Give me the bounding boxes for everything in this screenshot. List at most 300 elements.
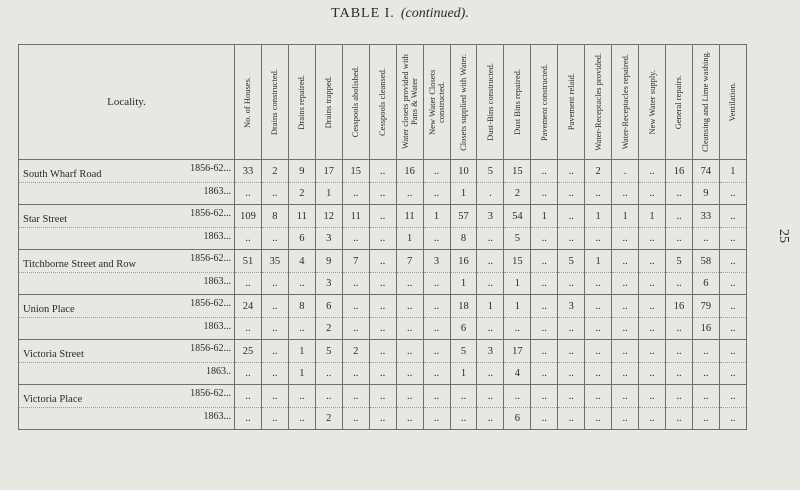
- data-cell: ..: [396, 273, 423, 295]
- table-row: [19, 295, 747, 318]
- data-cell: ..: [719, 205, 746, 228]
- table-row: [19, 183, 747, 205]
- period-label: 1856-62...: [190, 163, 231, 174]
- data-cell: ..: [288, 273, 315, 295]
- data-cell: ..: [396, 295, 423, 318]
- data-cell: ..: [235, 363, 262, 385]
- table-row: [19, 408, 747, 430]
- column-header-label: Closets supplied with Water.: [457, 53, 468, 151]
- period-label: 1856-62...: [190, 343, 231, 354]
- data-cell: 6: [692, 273, 719, 295]
- data-cell: ..: [235, 385, 262, 408]
- column-header: [423, 45, 450, 160]
- data-cell: 79: [692, 295, 719, 318]
- data-cell: ..: [342, 385, 369, 408]
- column-header: [235, 45, 262, 160]
- data-cell: 1: [450, 363, 477, 385]
- data-cell: 11: [288, 205, 315, 228]
- data-cell: ..: [612, 250, 639, 273]
- data-cell: 1: [719, 160, 746, 183]
- data-cell: ..: [612, 228, 639, 250]
- data-cell: ..: [666, 385, 693, 408]
- data-cell: .: [477, 183, 504, 205]
- data-cell: 7: [342, 250, 369, 273]
- data-cell: ..: [315, 385, 342, 408]
- data-cell: 54: [504, 205, 531, 228]
- locality-cell: [19, 318, 235, 340]
- column-header-label: Water closets provided with Pans & Water: [399, 54, 419, 150]
- data-cell: 3: [558, 295, 585, 318]
- data-cell: ..: [585, 228, 612, 250]
- data-cell: 10: [450, 160, 477, 183]
- column-header: [288, 45, 315, 160]
- data-cell: 2: [288, 183, 315, 205]
- data-cell: ..: [639, 160, 666, 183]
- data-cell: ..: [639, 228, 666, 250]
- locality-cell: [19, 340, 235, 363]
- data-cell: ..: [666, 363, 693, 385]
- data-cell: 1: [585, 250, 612, 273]
- data-cell: 74: [692, 160, 719, 183]
- locality-cell: [19, 385, 235, 408]
- data-cell: ..: [531, 273, 558, 295]
- data-cell: ..: [531, 228, 558, 250]
- data-cell: ..: [369, 385, 396, 408]
- data-cell: 1: [288, 340, 315, 363]
- data-cell: ..: [585, 273, 612, 295]
- data-cell: 1: [504, 273, 531, 295]
- header-row: [19, 45, 747, 160]
- data-cell: ..: [369, 363, 396, 385]
- period-label: 1863...: [203, 321, 231, 332]
- table-body: [19, 160, 747, 430]
- data-cell: 8: [450, 228, 477, 250]
- data-cell: ..: [477, 385, 504, 408]
- column-header: [396, 45, 423, 160]
- data-cell: ..: [477, 363, 504, 385]
- data-cell: ..: [477, 273, 504, 295]
- data-cell: ..: [639, 250, 666, 273]
- data-cell: 8: [288, 295, 315, 318]
- locality-cell: [19, 295, 235, 318]
- data-cell: .: [612, 160, 639, 183]
- data-cell: ..: [719, 273, 746, 295]
- data-cell: ..: [369, 273, 396, 295]
- period-label: 1863..: [206, 366, 231, 377]
- data-cell: ..: [369, 160, 396, 183]
- data-cell: ..: [719, 318, 746, 340]
- data-cell: ..: [666, 183, 693, 205]
- locality-cell: [19, 408, 235, 430]
- data-cell: ..: [423, 228, 450, 250]
- column-header: [719, 45, 746, 160]
- locality-header: Locality.: [19, 45, 235, 160]
- column-header-label: Cleansing and Lime washing.: [700, 51, 711, 153]
- data-cell: ..: [261, 318, 288, 340]
- data-cell: ..: [396, 183, 423, 205]
- data-cell: 16: [666, 295, 693, 318]
- table-row: [19, 363, 747, 385]
- data-cell: 2: [585, 160, 612, 183]
- data-cell: ..: [585, 183, 612, 205]
- data-cell: ..: [639, 340, 666, 363]
- data-cell: ..: [288, 408, 315, 430]
- data-cell: ..: [719, 408, 746, 430]
- data-cell: 5: [315, 340, 342, 363]
- data-cell: 5: [450, 340, 477, 363]
- data-cell: ..: [235, 408, 262, 430]
- data-cell: ..: [261, 228, 288, 250]
- column-header: [477, 45, 504, 160]
- data-cell: ..: [531, 408, 558, 430]
- data-cell: ..: [558, 228, 585, 250]
- column-header-label: Pavement relaid.: [565, 73, 576, 131]
- data-cell: ..: [261, 183, 288, 205]
- table-row: [19, 340, 747, 363]
- data-cell: ..: [423, 385, 450, 408]
- table-row: [19, 385, 747, 408]
- data-cell: ..: [423, 183, 450, 205]
- data-cell: 3: [423, 250, 450, 273]
- data-cell: 24: [235, 295, 262, 318]
- data-cell: ..: [369, 295, 396, 318]
- data-cell: ..: [477, 250, 504, 273]
- data-cell: ..: [639, 183, 666, 205]
- table-row: [19, 160, 747, 183]
- data-cell: ..: [558, 385, 585, 408]
- column-header: [531, 45, 558, 160]
- data-cell: ..: [342, 363, 369, 385]
- data-cell: ..: [531, 385, 558, 408]
- data-cell: ..: [692, 228, 719, 250]
- column-header-label: Cesspools abolished.: [350, 66, 361, 138]
- data-cell: 4: [504, 363, 531, 385]
- data-cell: ..: [261, 295, 288, 318]
- data-cell: ..: [612, 408, 639, 430]
- data-cell: ..: [396, 408, 423, 430]
- column-header-label: No. of Houses.: [242, 76, 253, 128]
- data-cell: 5: [477, 160, 504, 183]
- data-cell: 15: [504, 160, 531, 183]
- data-cell: 1: [450, 273, 477, 295]
- data-cell: 1: [423, 205, 450, 228]
- data-cell: ..: [585, 363, 612, 385]
- data-cell: ..: [719, 250, 746, 273]
- data-cell: ..: [692, 363, 719, 385]
- data-cell: ..: [235, 318, 262, 340]
- period-label: 1863...: [203, 276, 231, 287]
- column-header-label: Water-Receptacles repaired.: [619, 54, 630, 150]
- data-cell: 11: [342, 205, 369, 228]
- column-header: [315, 45, 342, 160]
- data-cell: ..: [585, 408, 612, 430]
- data-cell: ..: [666, 340, 693, 363]
- data-cell: ..: [531, 160, 558, 183]
- data-cell: 5: [558, 250, 585, 273]
- data-cell: 2: [342, 340, 369, 363]
- data-cell: 2: [315, 318, 342, 340]
- locality-name: Victoria Street: [23, 349, 84, 360]
- locality-name: South Wharf Road: [23, 169, 102, 180]
- data-cell: 58: [692, 250, 719, 273]
- data-cell: ..: [558, 340, 585, 363]
- sanitary-works-table: [18, 44, 747, 430]
- data-cell: 4: [288, 250, 315, 273]
- data-cell: 15: [504, 250, 531, 273]
- data-cell: 6: [450, 318, 477, 340]
- data-cell: 51: [235, 250, 262, 273]
- data-cell: ..: [585, 385, 612, 408]
- data-cell: 1: [639, 205, 666, 228]
- data-cell: ..: [423, 318, 450, 340]
- data-cell: ..: [369, 340, 396, 363]
- data-cell: ..: [342, 295, 369, 318]
- data-cell: ..: [666, 408, 693, 430]
- locality-cell: [19, 205, 235, 228]
- column-header-label: Drains repaired.: [296, 74, 307, 130]
- column-header: [342, 45, 369, 160]
- data-cell: 6: [504, 408, 531, 430]
- data-cell: ..: [612, 183, 639, 205]
- data-cell: 12: [315, 205, 342, 228]
- data-cell: ..: [369, 205, 396, 228]
- data-cell: 16: [692, 318, 719, 340]
- locality-cell: [19, 183, 235, 205]
- data-cell: ..: [666, 228, 693, 250]
- data-cell: ..: [558, 160, 585, 183]
- data-cell: 3: [477, 340, 504, 363]
- locality-name: Star Street: [23, 214, 68, 225]
- column-header: [504, 45, 531, 160]
- data-cell: ..: [423, 340, 450, 363]
- data-cell: ..: [288, 385, 315, 408]
- data-cell: ..: [558, 363, 585, 385]
- column-header: [369, 45, 396, 160]
- data-cell: ..: [558, 183, 585, 205]
- data-cell: ..: [612, 318, 639, 340]
- column-header-label: Drains constructed.: [269, 68, 280, 136]
- column-header-label: Water-Receptacles provided.: [592, 53, 603, 151]
- data-cell: 2: [261, 160, 288, 183]
- data-cell: ..: [504, 385, 531, 408]
- data-cell: ..: [692, 408, 719, 430]
- data-cell: 17: [504, 340, 531, 363]
- data-cell: ..: [692, 385, 719, 408]
- data-cell: 35: [261, 250, 288, 273]
- data-cell: 9: [315, 250, 342, 273]
- table-row: [19, 318, 747, 340]
- data-cell: ..: [396, 318, 423, 340]
- data-cell: ..: [235, 183, 262, 205]
- data-cell: ..: [639, 408, 666, 430]
- data-cell: ..: [396, 363, 423, 385]
- data-cell: 2: [315, 408, 342, 430]
- data-cell: ..: [423, 295, 450, 318]
- data-cell: 15: [342, 160, 369, 183]
- data-cell: ..: [369, 318, 396, 340]
- data-cell: ..: [531, 295, 558, 318]
- data-cell: 9: [692, 183, 719, 205]
- data-cell: ..: [396, 385, 423, 408]
- data-cell: ..: [369, 408, 396, 430]
- column-header-label: New Water supply.: [646, 69, 657, 135]
- table-row: [19, 273, 747, 295]
- page-number: 25: [776, 229, 791, 243]
- locality-name: Titchborne Street and Row: [23, 259, 137, 270]
- data-cell: ..: [585, 295, 612, 318]
- data-cell: ..: [423, 273, 450, 295]
- data-cell: ..: [261, 340, 288, 363]
- data-cell: ..: [423, 363, 450, 385]
- data-cell: ..: [612, 340, 639, 363]
- data-cell: 1: [504, 295, 531, 318]
- data-cell: ..: [639, 295, 666, 318]
- data-cell: 6: [315, 295, 342, 318]
- data-cell: ..: [558, 318, 585, 340]
- locality-cell: [19, 363, 235, 385]
- data-cell: 33: [235, 160, 262, 183]
- column-header: [666, 45, 693, 160]
- column-header: [261, 45, 288, 160]
- data-cell: ..: [477, 408, 504, 430]
- data-cell: ..: [531, 363, 558, 385]
- locality-cell: [19, 273, 235, 295]
- period-label: 1856-62...: [190, 208, 231, 219]
- period-label: 1856-62...: [190, 253, 231, 264]
- data-cell: ..: [585, 340, 612, 363]
- data-cell: 7: [396, 250, 423, 273]
- data-cell: ..: [342, 228, 369, 250]
- data-cell: ..: [531, 250, 558, 273]
- data-cell: 1: [396, 228, 423, 250]
- period-label: 1863...: [203, 231, 231, 242]
- data-cell: ..: [531, 318, 558, 340]
- data-cell: 16: [396, 160, 423, 183]
- data-cell: 1: [288, 363, 315, 385]
- data-cell: 2: [504, 183, 531, 205]
- data-cell: 57: [450, 205, 477, 228]
- table-title-text: TABLE I.: [331, 6, 395, 21]
- data-cell: ..: [639, 273, 666, 295]
- data-cell: 5: [666, 250, 693, 273]
- data-cell: ..: [450, 385, 477, 408]
- data-cell: ..: [315, 363, 342, 385]
- data-cell: 1: [315, 183, 342, 205]
- data-cell: ..: [531, 183, 558, 205]
- column-header-label: Ventilation.: [727, 82, 738, 122]
- data-cell: ..: [612, 295, 639, 318]
- data-cell: ..: [612, 273, 639, 295]
- data-cell: ..: [369, 250, 396, 273]
- data-cell: ..: [719, 385, 746, 408]
- data-cell: ..: [639, 385, 666, 408]
- data-cell: ..: [369, 183, 396, 205]
- locality-cell: [19, 250, 235, 273]
- column-header: [639, 45, 666, 160]
- data-cell: ..: [666, 205, 693, 228]
- data-cell: 1: [477, 295, 504, 318]
- data-cell: ..: [639, 318, 666, 340]
- data-cell: 3: [315, 228, 342, 250]
- data-cell: 3: [315, 273, 342, 295]
- data-cell: ..: [261, 408, 288, 430]
- data-cell: 3: [477, 205, 504, 228]
- column-header-label: Dust Bins repaired.: [511, 69, 522, 135]
- data-cell: ..: [719, 183, 746, 205]
- locality-name: Union Place: [23, 304, 75, 315]
- data-cell: ..: [719, 295, 746, 318]
- data-cell: ..: [719, 363, 746, 385]
- data-cell: 33: [692, 205, 719, 228]
- data-cell: 18: [450, 295, 477, 318]
- data-cell: ..: [558, 273, 585, 295]
- data-cell: 6: [288, 228, 315, 250]
- data-cell: ..: [585, 318, 612, 340]
- data-cell: ..: [396, 340, 423, 363]
- data-cell: ..: [531, 340, 558, 363]
- data-cell: ..: [369, 228, 396, 250]
- data-cell: ..: [235, 273, 262, 295]
- data-cell: ..: [612, 385, 639, 408]
- data-cell: ..: [423, 160, 450, 183]
- data-cell: ..: [342, 408, 369, 430]
- column-header-label: New Water Closets constructed.: [426, 69, 446, 135]
- data-cell: ..: [261, 385, 288, 408]
- period-label: 1863...: [203, 186, 231, 197]
- column-header: [450, 45, 477, 160]
- column-header: [612, 45, 639, 160]
- period-label: 1856-62...: [190, 298, 231, 309]
- table-row: [19, 205, 747, 228]
- column-header-label: Dust-Bins constructed.: [484, 63, 495, 141]
- data-cell: 16: [666, 160, 693, 183]
- data-cell: ..: [639, 363, 666, 385]
- data-cell: ..: [666, 273, 693, 295]
- data-cell: ..: [558, 205, 585, 228]
- data-cell: ..: [719, 340, 746, 363]
- data-cell: 17: [315, 160, 342, 183]
- data-cell: ..: [342, 273, 369, 295]
- data-cell: 1: [612, 205, 639, 228]
- data-cell: 1: [531, 205, 558, 228]
- period-label: 1863...: [203, 411, 231, 422]
- data-cell: ..: [504, 318, 531, 340]
- data-cell: ..: [288, 318, 315, 340]
- data-cell: ..: [666, 318, 693, 340]
- period-label: 1856-62...: [190, 388, 231, 399]
- data-cell: ..: [612, 363, 639, 385]
- locality-cell: [19, 160, 235, 183]
- column-header-label: Drains trapped.: [323, 75, 334, 129]
- data-cell: ..: [342, 318, 369, 340]
- locality-name: Victoria Place: [23, 394, 83, 405]
- data-cell: ..: [261, 273, 288, 295]
- locality-cell: [19, 228, 235, 250]
- data-cell: ..: [558, 408, 585, 430]
- column-header: [558, 45, 585, 160]
- data-cell: 109: [235, 205, 262, 228]
- column-header-label: Cesspools cleansed.: [377, 68, 388, 136]
- data-cell: ..: [692, 340, 719, 363]
- column-header: [585, 45, 612, 160]
- table-title: [0, 6, 800, 22]
- data-cell: 25: [235, 340, 262, 363]
- column-header-label: Pavement constructed.: [538, 63, 549, 141]
- data-cell: ..: [719, 228, 746, 250]
- data-cell: ..: [261, 363, 288, 385]
- data-cell: 5: [504, 228, 531, 250]
- data-cell: ..: [477, 318, 504, 340]
